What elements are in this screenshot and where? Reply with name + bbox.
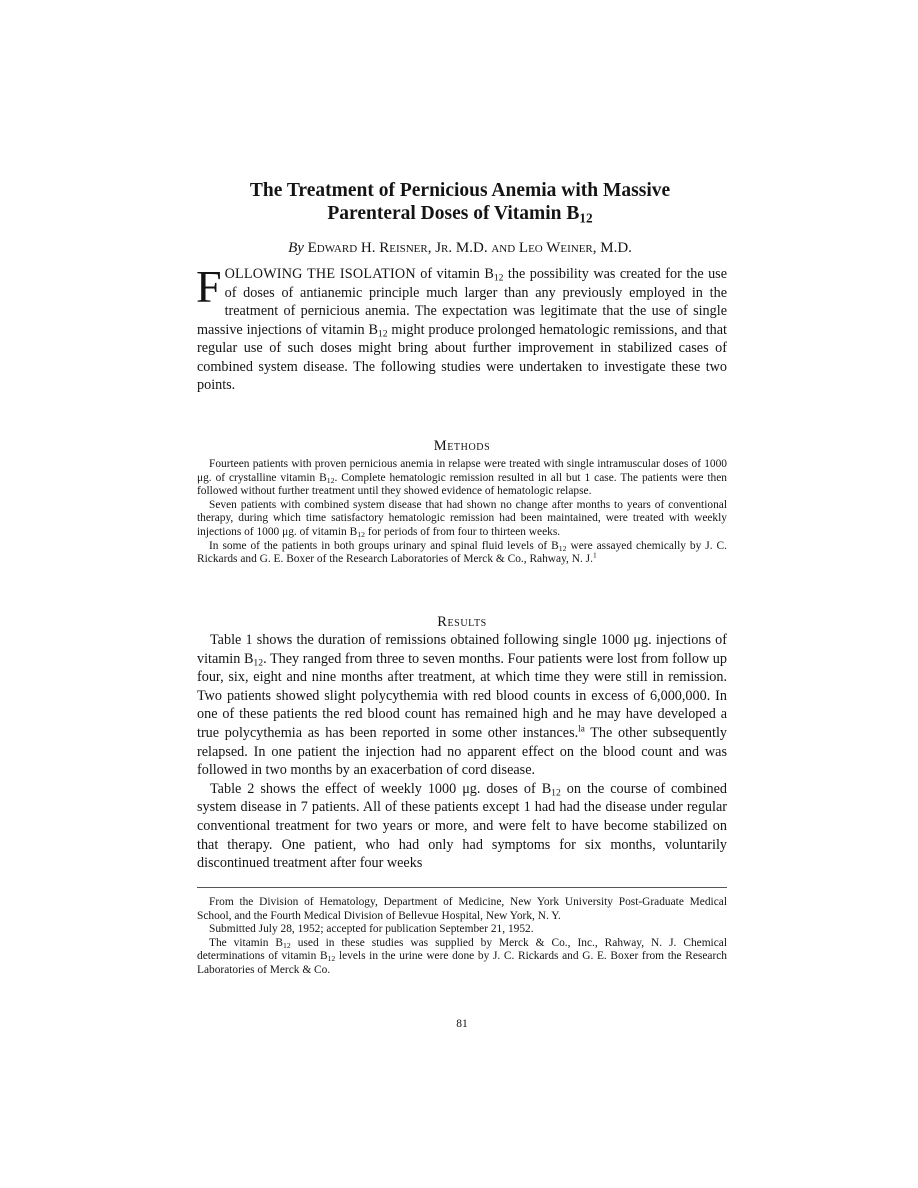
- methods-heading: Methods: [433, 438, 491, 454]
- methods-p1-text-b: . Complete hematologic remission resulted in all but 1 case. The patients were then followed without further treatment until they showed evidence of hematologic relapse.: [197, 471, 727, 498]
- methods-paragraph-1: [197, 458, 727, 499]
- intro-sub-2: 12: [377, 327, 388, 339]
- footnote-ack-text-c: levels in the urine were done by J. C. Rickards and G. E. Boxer from the Research Laboratories of Merck & Co.: [197, 950, 728, 976]
- results-paragraph-2: [197, 780, 727, 873]
- author-1: Edward H. Reisner, Jr. M.D.: [307, 240, 488, 256]
- methods-p3-text-a: In some of the patients in both groups urinary and spinal fluid levels of B: [209, 539, 559, 552]
- methods-p3-text-b: were assayed chemically by J. C. Rickards and G. E. Boxer of the Research Laboratories of Merck & Co., Rahway, N. J.: [197, 539, 727, 566]
- title-line-2-text: Parenteral Doses of Vitamin B: [327, 203, 580, 224]
- methods-p2-text-b: for periods of from four to thirteen weeks.: [364, 525, 561, 538]
- results-p2-sub: 12: [551, 787, 561, 799]
- drop-cap: F: [196, 261, 222, 312]
- results-section: [197, 631, 727, 873]
- author-2: Leo Weiner, M.D.: [518, 240, 632, 256]
- title-line-1: The Treatment of Pernicious Anemia with Massive: [249, 180, 671, 201]
- footnote-affiliation: From the Division of Hematology, Department of Medicine, New York University Post-Graduate Medical School, and the Fourth Medical Division of Bellevue Hospital, New York, N. Y.: [197, 896, 727, 922]
- methods-p1-sub: 12: [326, 475, 335, 485]
- methods-paragraph-3: [197, 540, 727, 567]
- intro-lead: OLLOWING THE ISOLATION: [224, 266, 416, 282]
- reference-marker-1: 1: [592, 550, 597, 560]
- title-line-2: [150, 202, 770, 225]
- footnotes: [197, 896, 727, 978]
- methods-paragraph-2: [197, 499, 727, 540]
- results-p1-sub: 12: [253, 657, 264, 668]
- byline-by: By: [288, 240, 304, 256]
- footnote-ack-sub-2: 12: [327, 954, 336, 964]
- results-heading: Results: [437, 614, 487, 630]
- footnote-ack-text-a: The vitamin B: [209, 936, 284, 949]
- intro-sub-1: 12: [493, 272, 504, 284]
- methods-p2-sub: 12: [357, 529, 365, 539]
- intro-paragraph: [196, 261, 727, 395]
- footnote-ack-sub-1: 12: [283, 940, 291, 950]
- results-p1-text-b: . They ranged from three to seven months. Four patients were lost from follow up four, six, eight and nine months after treatment, at which time they were still in remission. Two patients showed slight polycythemia with red blood counts in excess of 6,000,000. In one of these patients the red blood count has remained high and he may have developed a true polycythemia as has been reported in some other instances.: [197, 650, 727, 741]
- methods-p2-text-a: Seven patients with combined system disease that had shown no change after months to years of conventional therapy, during which time satisfactory hematologic remission had been maintained, were treated with weekly injections of 1000 μg. of vitamin B: [197, 498, 727, 538]
- results-p1-text-a: Table 1 shows the duration of remissions obtained following single 1000 μg. injections of vitamin B: [197, 632, 727, 667]
- byline-and: and: [491, 240, 516, 256]
- results-p1-text-c: The other subsequently relapsed. In one patient the injection had no apparent effect on the blood count and was followed in two months by an exacerbation of cord disease.: [197, 724, 727, 779]
- title-subscript: 12: [579, 210, 593, 226]
- article-title: [150, 179, 770, 225]
- intro-text-3: might produce prolonged hematologic remissions, and that regular use of such doses might bring about further improvement in stabilized cases of combined system disease. The following studies were undertaken to investigate these two points.: [197, 321, 727, 393]
- page-number: 81: [456, 1018, 468, 1030]
- methods-section: [197, 458, 727, 567]
- reference-marker-1a: la: [578, 723, 585, 734]
- byline: [150, 239, 770, 257]
- footnote-submission: Submitted July 28, 1952; accepted for publication September 21, 1952.: [209, 923, 534, 936]
- footnote-divider: [197, 887, 727, 888]
- results-paragraph-1: [197, 631, 727, 780]
- results-p2-text-a: Table 2 shows the effect of weekly 1000 μg. doses of B: [210, 780, 552, 797]
- footnote-acknowledgment: [197, 937, 727, 978]
- methods-p1-text-a: Fourteen patients with proven pernicious anemia in relapse were treated with single intramuscular doses of 1000 μg. of crystalline vitamin B: [197, 458, 727, 484]
- footnote-ack-text-b: used in these studies was supplied by Merck & Co., Inc., Rahway, N. J. Chemical determinations of vitamin B: [197, 936, 727, 963]
- methods-p3-sub: 12: [558, 543, 567, 553]
- intro-text-2: the possibility was created for the use of doses of antianemic principle much larger than any previously employed in the treatment of pernicious anemia. The expectation was legitimate that the use of single massive injections of vitamin B: [197, 266, 727, 338]
- intro-text-1: of vitamin B: [415, 266, 494, 282]
- results-p2-text-b: on the course of combined system disease in 7 patients. All of these patients except 1 had had the disease under regular conventional treatment for two years or more, and were felt to have become stabilized on that therapy. One patient, who had only had symptoms for six months, voluntarily discontinued treatment after four weeks: [197, 780, 727, 872]
